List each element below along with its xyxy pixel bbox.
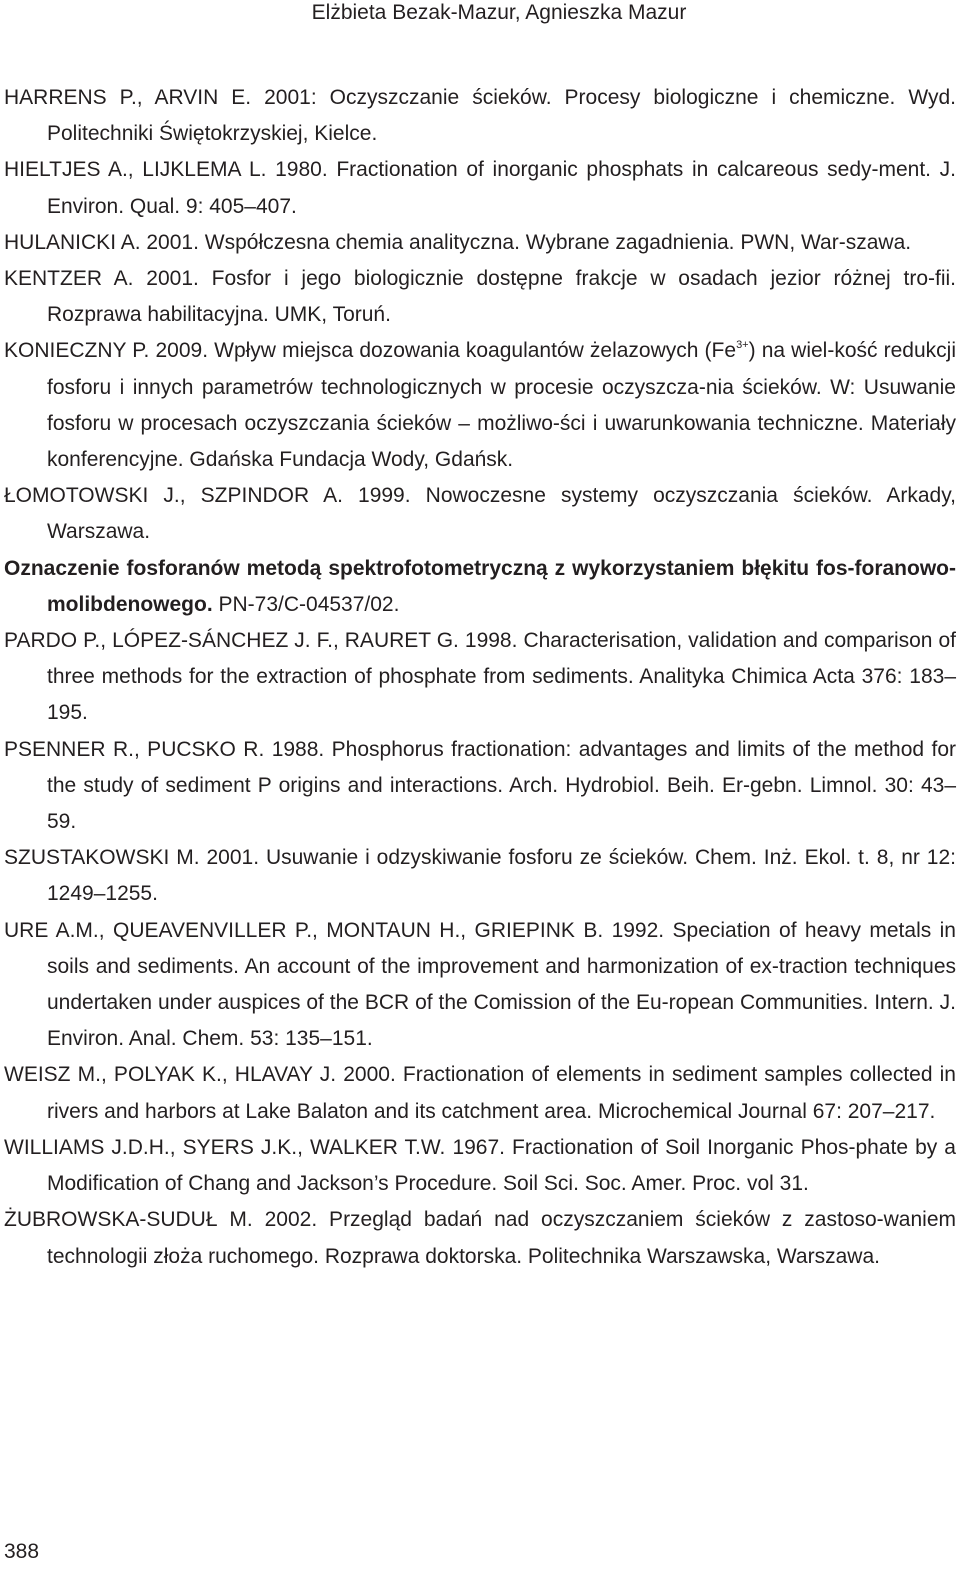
reference-szustakowski: SZUSTAKOWSKI M. 2001. Usuwanie i odzyskiwanie fosforu ze ścieków. Chem. Inż. Ekol. t. 8, nr 12: 1249–1255. bbox=[4, 846, 956, 906]
reference-williams: WILLIAMS J.D.H., SYERS J.K., WALKER T.W. 1967. Fractionation of Soil Inorganic Phos-phate by a Modification of Chang and Jackson’s Procedure. Soil Sci. Soc. Amer. Proc. vol 31. bbox=[4, 1135, 956, 1196]
reference-hulanicki: HULANICKI A. 2001. Współczesna chemia analityczna. Wybrane zagadnienia. PWN, War-szawa. bbox=[4, 230, 912, 254]
running-header-authors: Elżbieta Bezak-Mazur, Agnieszka Mazur bbox=[311, 1, 687, 24]
reference-konieczny-text-after: ) na wiel-kość redukcji fosforu i innych parametrów technologicznych w procesie oczyszcza-nia ścieków. W: Usuwanie fosforu w procesach oczyszczania ścieków – możliwo-ści i uwarunkowania techniczne. Materiały konferencyjne. Gdańska Fundacja Wody, Gdańsk. bbox=[47, 339, 956, 472]
page-number: 388 bbox=[4, 1540, 40, 1563]
reference-pardo: PARDO P., LÓPEZ-SÁNCHEZ J. F., RAURET G. 1998. Characterisation, validation and comparison of three methods for the extraction of phosphate from sediments. Analityka Chimica Acta 376: 183–195. bbox=[4, 629, 956, 725]
reference-lomotowski: ŁOMOTOWSKI J., SZPINDOR A. 1999. Nowoczesne systemy oczyszczania ścieków. Arkady, Warszawa. bbox=[4, 484, 956, 544]
reference-ure: URE A.M., QUEAVENVILLER P., MONTAUN H., GRIEPINK B. 1992. Speciation of heavy metals in soils and sediments. An account of the improvement and harmonization of ex-traction techniques undertaken under auspices of the BCR of the Comission of the Eu-ropean Communities. Intern. J. Environ. Anal. Chem. 53: 135–151. bbox=[4, 918, 956, 1051]
reference-oznaczenie bbox=[4, 551, 956, 623]
reference-weisz: WEISZ M., POLYAK K., HLAVAY J. 2000. Fractionation of elements in sediment samples collected in rivers and harbors at Lake Balaton and its catchment area. Microchemical Journal 67: 207–217. bbox=[4, 1063, 956, 1123]
reference-konieczny-superscript: 3+ bbox=[736, 339, 749, 352]
reference-psenner: PSENNER R., PUCSKO R. 1988. Phosphorus fractionation: advantages and limits of the method for the study of sediment P origins and interactions. Arch. Hydrobiol. Beih. Er-gebn. Limnol. 30: 43–59. bbox=[4, 737, 956, 834]
reference-harrens: HARRENS P., ARVIN E. 2001: Oczyszczanie ścieków. Procesy biologiczne i chemiczne. Wyd. Politechniki Świętokrzyskiej, Kielce. bbox=[4, 86, 956, 146]
reference-oznaczenie-title: Oznaczenie fosforanów metodą spektrofotometryczną z wykorzystaniem błękitu fos-foranowo-molibdenowego. bbox=[4, 556, 956, 616]
reference-kentzer: KENTZER A. 2001. Fosfor i jego biologicznie dostępne frakcje w osadach jezior różnej tro-fii. Rozprawa habilitacyjna. UMK, Toruń. bbox=[4, 267, 956, 327]
reference-list bbox=[4, 80, 956, 1275]
reference-oznaczenie-standard: PN-73/C-04537/02. bbox=[212, 592, 400, 616]
reference-zubrowska: ŻUBROWSKA-SUDUŁ M. 2002. Przegląd badań nad oczyszczaniem ścieków z zastoso-waniem technologii złoża ruchomego. Rozprawa doktorska. Politechnika Warszawska, Warszawa. bbox=[4, 1208, 956, 1268]
reference-konieczny bbox=[4, 333, 956, 478]
reference-hieltjes: HIELTJES A., LIJKLEMA L. 1980. Fractionation of inorganic phosphats in calcareous sedy-ment. J. Environ. Qual. 9: 405–407. bbox=[4, 158, 956, 218]
reference-konieczny-text-before: KONIECZNY P. 2009. Wpływ miejsca dozowania koagulantów żelazowych (Fe bbox=[4, 339, 737, 363]
